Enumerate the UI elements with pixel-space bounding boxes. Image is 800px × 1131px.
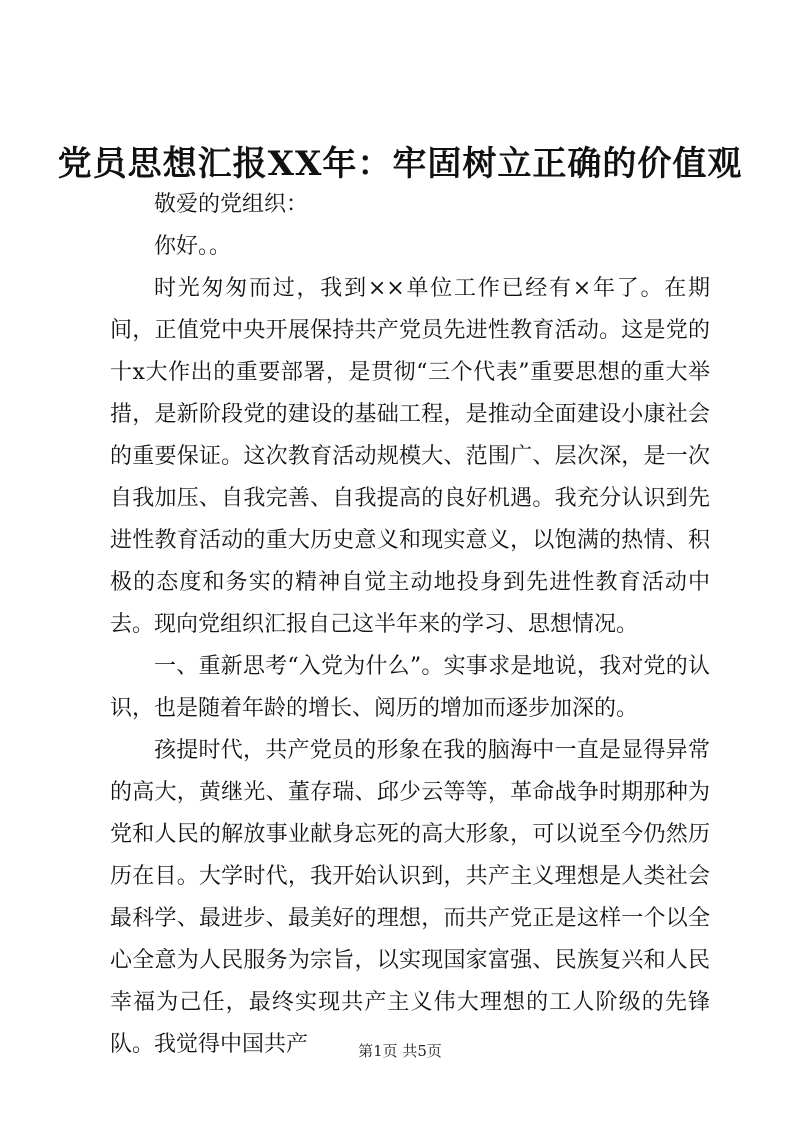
greeting: 你好。。 [154, 234, 232, 259]
document-title: 党员思想汇报XX年：牢固树立正确的价值观 [57, 144, 743, 184]
body-paragraph: 一、重新思考“入党为什么”。实事求是地说，我对党的认识，也是随着年龄的增长、阅历的增加而逐步加深的。 [110, 654, 710, 721]
salutation: 敬爱的党组织： [154, 192, 309, 217]
body-paragraph: 时光匆匆而过，我到××单位工作已经有×年了。在期间，正值党中央开展保持共产党员先进性教育活动。这是党的十x大作出的重要部署，是贯彻“三个代表”重要思想的重大举措，是新阶段党的建设的基础工程，是推动全面建设小康社会的重要保证。这次教育活动规模大、范围广、层次深，是一次自我加压、自我完善、自我提高的良好机遇。我充分认识到先进性教育活动的重大历史意义和现实意义，以饱满的热情、积极的态度和务实的精神自觉主动地投身到先进性教育活动中去。现向党组织汇报自己这半年来的学习、思想情况。 [110, 276, 710, 637]
page-number-footer: 第1页 共5页 [358, 1042, 442, 1060]
body-paragraph: 孩提时代，共产党员的形象在我的脑海中一直是显得异常的高大，黄继光、董存瑞、邱少云等等，革命战争时期那种为党和人民的解放事业献身忘死的高大形象，可以说至今仍然历历在目。大学时代，我开始认识到，共产主义理想是人类社会最科学、最进步、最美好的理想，而共产党正是这样一个以全心全意为人民服务为宗旨，以实现国家富强、民族复兴和人民幸福为己任，最终实现共产主义伟大理想的工人阶级的先锋队。我觉得中国共产 [110, 738, 710, 1057]
document-body [110, 184, 710, 1066]
